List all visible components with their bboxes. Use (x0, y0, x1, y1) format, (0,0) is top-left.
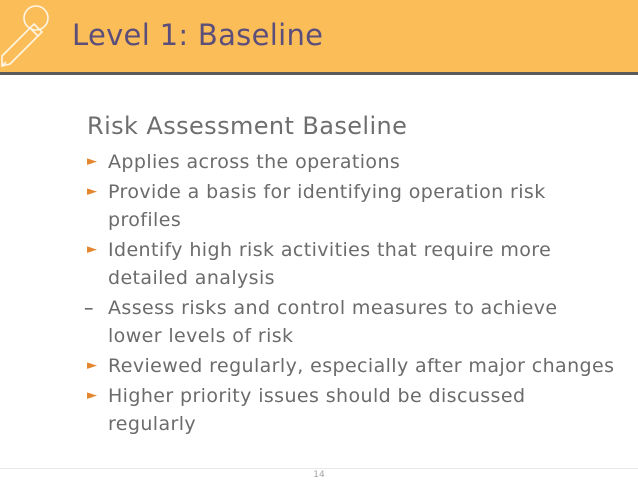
orange-arrow-bullet-icon: ► (87, 184, 98, 199)
header-divider (0, 72, 638, 75)
bullet-text: Assess risks and control measures to achieve lower levels of risk (108, 297, 558, 347)
dash-bullet-icon: – (84, 297, 94, 319)
orange-arrow-bullet-icon: ► (87, 388, 98, 403)
bullet-item (87, 178, 617, 234)
content-heading: Risk Assessment Baseline (87, 112, 408, 140)
bullet-text: Higher priority issues should be discussed regularly (108, 385, 526, 435)
slide-content (84, 112, 617, 440)
bullet-item (84, 294, 617, 350)
bullet-list (84, 148, 617, 438)
bullet-text: Reviewed regularly, especially after major changes (108, 355, 615, 377)
bullet-item (87, 382, 617, 438)
orange-arrow-bullet-icon: ► (87, 358, 98, 373)
bullet-text: Provide a basis for identifying operation risk profiles (108, 181, 546, 231)
slide-title: Level 1: Baseline (72, 18, 324, 52)
bullet-text: Identify high risk activities that require more detailed analysis (108, 239, 552, 289)
footer-divider (0, 468, 638, 469)
pencil-circle-logo-icon (0, 0, 60, 72)
orange-arrow-bullet-icon: ► (87, 242, 98, 257)
bullet-item (87, 236, 617, 292)
bullet-item (87, 148, 617, 176)
page-number: 14 (313, 470, 325, 480)
orange-arrow-bullet-icon: ► (87, 154, 98, 169)
bullet-text: Applies across the operations (108, 151, 401, 173)
bullet-item (87, 352, 617, 380)
